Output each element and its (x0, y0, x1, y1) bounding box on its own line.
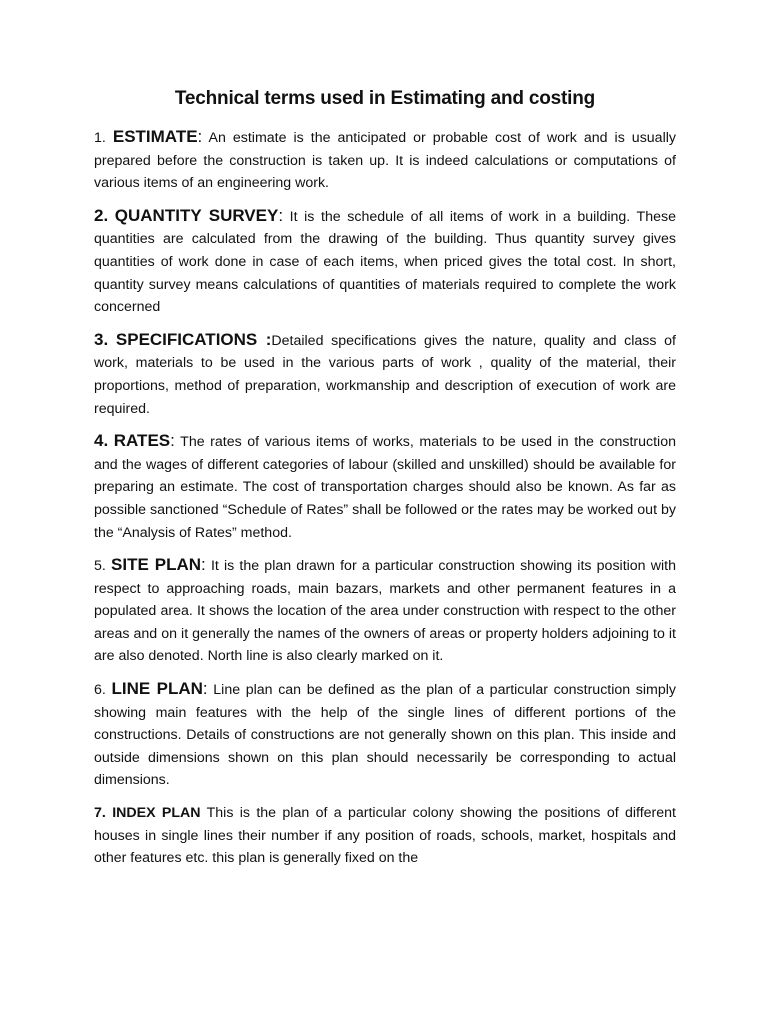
entry-specifications (94, 329, 676, 420)
entry-term: ESTIMATE (112, 127, 198, 146)
entry-separator: : (257, 329, 272, 349)
entry-index-plan (94, 802, 676, 870)
entry-number: 7. (94, 805, 106, 822)
entry-quantity-survey (94, 205, 676, 319)
entry-term: QUANTITY SURVEY (114, 205, 279, 225)
entry-separator: : (202, 679, 208, 699)
entry-text: It is the plan drawn for a particular construction showing its position with respect to approaching roads, main bazars, markets and other permanent features in a populated area. It shows the location of the area under construction with respect to the other areas and on it generally the names of the owners of areas or property holders adjoining to it are also denoted. North line is also clearly marked on it. (94, 558, 676, 665)
document-title: Technical terms used in Estimating and costing (174, 88, 596, 109)
entry-text: The rates of various items of works, materials to be used in the construction and the wages of different categories of labour (skilled and unskilled) should be available for preparing an estimate. The cost of transportation charges should also be known. As far as possible sanctioned “Schedule of Rates” shall be followed or the rates may be worked out by the “Analysis of Rates” method. (94, 434, 676, 541)
entry-text: Detailed specifications gives the nature, quality and class of work, materials to be used in the various parts of work , quality of the material, their proportions, method of preparation, workmanship and description of execution of work are required. (94, 332, 676, 417)
entry-number: 2. (94, 205, 109, 225)
entry-number: 3. (94, 329, 109, 349)
entry-number: 5. (94, 558, 106, 575)
entry-number: 1. (94, 130, 106, 146)
entry-number: 4. (94, 431, 109, 451)
entry-term: SPECIFICATIONS (115, 329, 258, 349)
entry-separator: : (197, 127, 203, 146)
entry-separator: : (170, 431, 175, 451)
entry-term: SITE PLAN (111, 555, 202, 575)
entry-separator: : (278, 205, 284, 225)
entry-text: It is the schedule of all items of work in a building. These quantities are calculated from the drawing of the building. Thus quantity survey gives quantities of work done in case of each items, when priced gives the total cost. In short, quantity survey means calculations of quantities of materials required to complete the work concerned (94, 208, 676, 316)
entry-rates (94, 430, 676, 544)
document-page (94, 88, 676, 880)
entry-text: This is the plan of a particular colony showing the positions of different houses in single lines their number if any position of roads, schools, market, hospitals and other features etc. this plan is generally fixed on the (94, 805, 676, 867)
entry-number: 6. (94, 682, 106, 699)
entry-line-plan (94, 678, 676, 792)
entry-text: Line plan can be defined as the plan of a particular construction simply showing main features with the help of the single lines of different portions of the constructions. Details of constructions are not generally shown on this plan. This inside and outside dimensions shown on this plan should necessarily be corresponding to actual dimensions. (94, 682, 676, 789)
entry-term: RATES (113, 431, 171, 451)
entry-term: LINE PLAN (111, 679, 203, 699)
entry-separator: : (201, 555, 206, 575)
entry-term: INDEX PLAN (112, 805, 201, 822)
entry-site-plan (94, 554, 676, 668)
entry-text: An estimate is the anticipated or probable cost of work and is usually prepared before the construction is taken up. It is indeed calculations or computations of various items of an engineering work. (94, 130, 676, 192)
entry-estimate (94, 126, 676, 195)
